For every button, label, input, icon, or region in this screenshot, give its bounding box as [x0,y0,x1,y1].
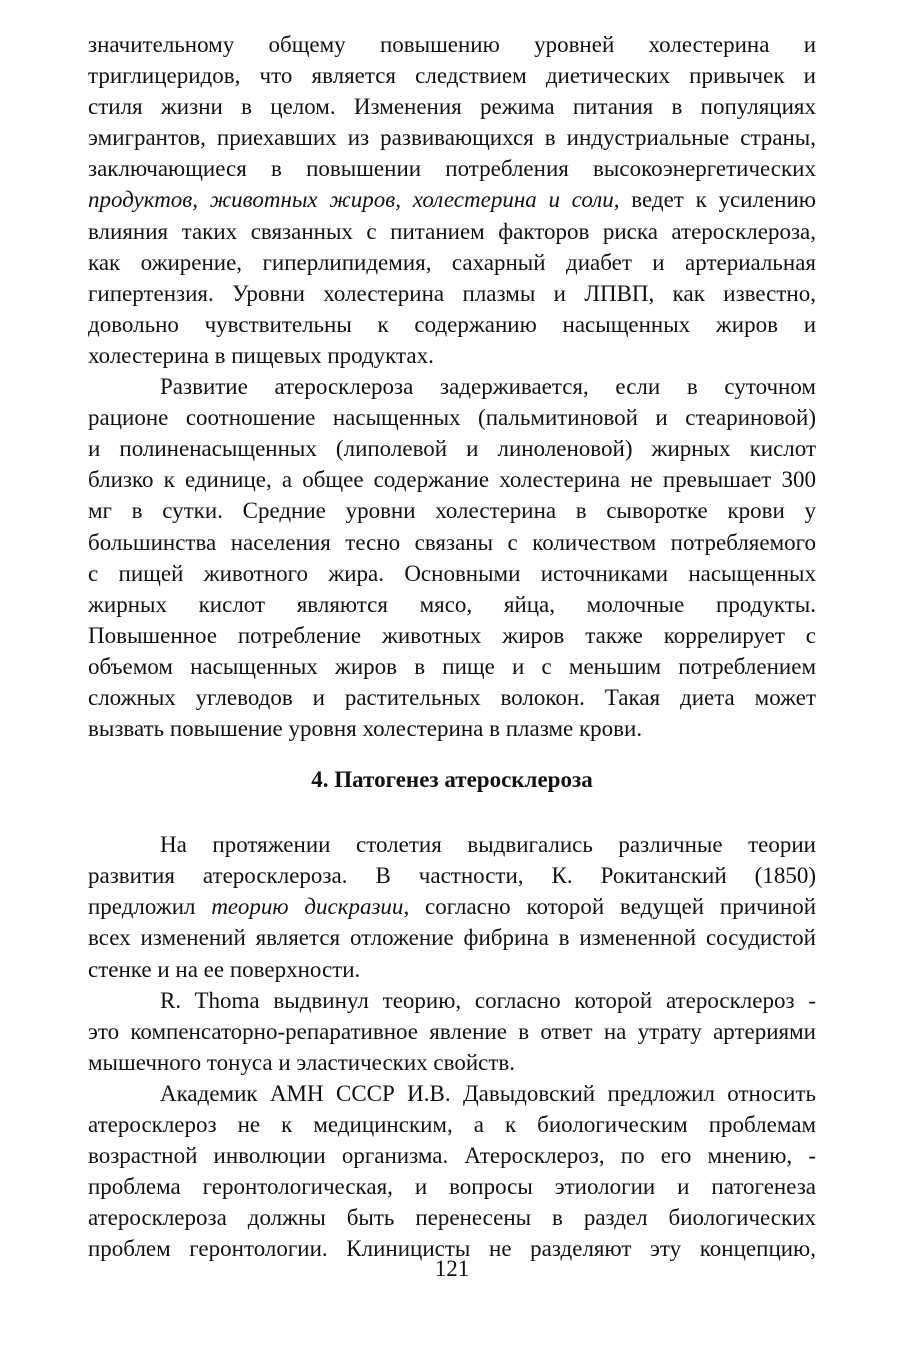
text-line: стенке и на ее поверхности. [88,956,361,982]
text-line: вызвать повышение уровня холестерина в плазме крови. [88,716,643,742]
text-line: и полиненасыщенных (липолевой и линоленовой) жирных кислот [88,436,816,462]
spacer [88,744,816,764]
text-line: Академик АМН СССР И.В. Давыдовский предложил относить [160,1080,816,1106]
text-line: заключающиеся в повышении потребления высокоэнергетических [88,156,816,182]
book-page [88,29,816,1264]
text-line: эмигрантов, приехавших из развивающихся в индустриальные страны, [88,125,816,151]
text-line: гипертензия. Уровни холестерина плазмы и ЛПВП, как известно, [88,280,816,306]
text-line: атеросклероз не к медицинским, а к биологическим проблемам [88,1112,816,1137]
text-line: близко к единице, а общее содержание холестерина не превышает 300 [88,467,816,493]
italic-phrase: теорию дискразии [211,894,404,920]
paragraph-2 [88,371,816,744]
text-line: мг в сутки. Средние уровни холестерина в сыворотке крови у [88,498,816,524]
text-line: рационе соотношение насыщенных (пальмитиновой и стеариновой) [88,405,816,431]
text-line: стиля жизни в целом. Изменения режима питания в популяциях [88,94,816,120]
text-line: атеросклероза должны быть перенесены в раздел биологических [88,1205,816,1231]
spacer [88,795,816,829]
text-fragment: предложил [88,894,212,920]
text-line: объемом насыщенных жиров в пище и с меньшим потреблением [88,653,816,679]
section-heading: 4. Патогенез атеросклероза [311,767,593,793]
paragraph-5 [88,1078,816,1265]
text-line: развития атеросклероза. В частности, К. Рокитанский (1850) [88,863,816,889]
text-line: На протяжении столетия выдвигались различные теории [160,832,816,858]
text-line [88,891,816,922]
text-line: с пищей животного жира. Основными источниками насыщенных [88,560,816,586]
text-line: Повышенное потребление животных жиров также коррелирует с [88,622,816,648]
text-line: возрастной инволюции организма. Атеросклероз, по его мнению, - [88,1143,816,1169]
text-line: проблема геронтологическая, и вопросы этиологии и патогенеза [88,1174,816,1200]
text-fragment: , согласно которой ведущей причиной [403,894,816,920]
text-fragment: ведет к усилению [619,187,816,213]
paragraph-1 [88,29,816,371]
text-line: как ожирение, гиперлипидемия, сахарный диабет и артериальная [88,249,816,275]
paragraph-4 [88,985,816,1078]
text-line: всех изменений является отложение фибрина в измененной сосудистой [88,925,816,951]
text-line: триглицеридов, что является следствием диетических привычек и [88,63,816,89]
page-number: 121 [434,1256,470,1281]
text-line: сложных углеводов и растительных волокон. Такая диета может [88,684,816,710]
text-line: жирных кислот являются мясо, яйца, молочные продукты. [88,591,816,617]
paragraph-3 [88,829,816,984]
text-line: это компенсаторно-репаративное явление в ответ на утрату артериями [88,1018,816,1044]
text-line [88,184,816,215]
italic-phrase: продуктов, животных жиров, холестерина и соли, [88,187,620,213]
text-line: значительному общему повышению уровней холестерина и [88,32,816,57]
text-line: большинства населения тесно связаны с количеством потребляемого [88,529,816,555]
text-line: Развитие атеросклероза задерживается, если в суточном [160,374,816,400]
text-line: довольно чувствительны к содержанию насыщенных жиров и [88,311,816,337]
text-line: мышечного тонуса и эластических свойств. [88,1049,515,1075]
text-line: R. Thoma выдвинул теорию, согласно которой атеросклероз - [160,987,816,1013]
text-line: влияния таких связанных с питанием факторов риска атеросклероза, [88,218,816,244]
text-line: проблем геронтологии. Клиницисты не разделяют эту концепцию, [88,1236,816,1262]
text-line: холестерина в пищевых продуктах. [88,342,434,368]
